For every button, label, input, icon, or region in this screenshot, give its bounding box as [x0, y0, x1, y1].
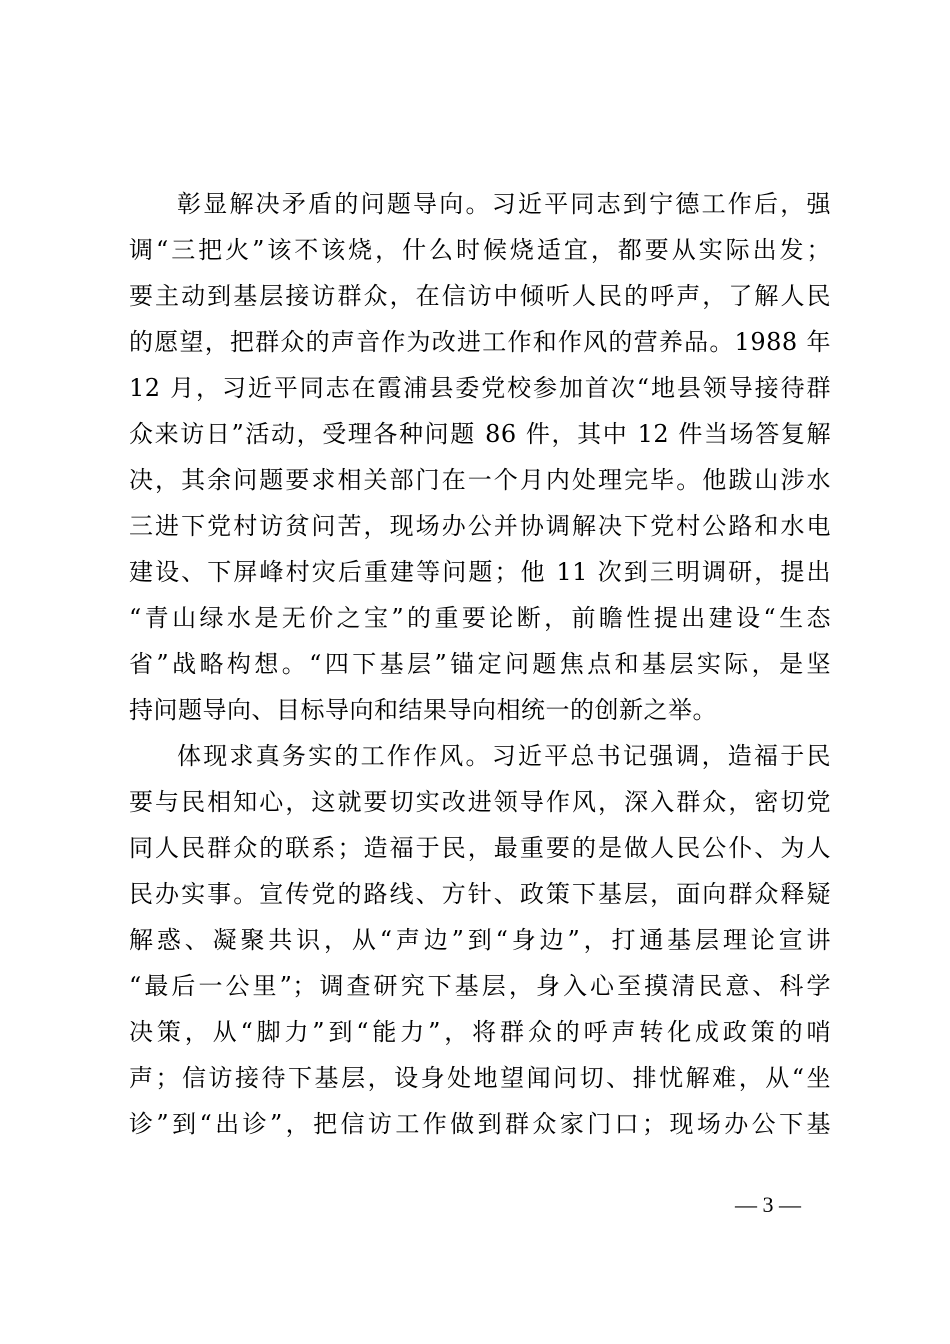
page-number: — 3 —	[735, 1192, 801, 1217]
paragraph-line: 声；信访接待下基层，设身处地望闻问切、排忧解难，从“坐	[129, 1064, 831, 1092]
paragraph-line: 建设、下屏峰村灾后重建等问题；他 11 次到三明调研，提出	[129, 558, 831, 586]
paragraph-line: 民办实事。宣传党的路线、方针、政策下基层，面向群众释疑	[129, 880, 831, 908]
paragraph-line: 诊”到“出诊”，把信访工作做到群众家门口；现场办公下基	[129, 1110, 831, 1138]
paragraph-line: 体现求真务实的工作作风。习近平总书记强调，造福于民	[177, 742, 831, 770]
paragraph-problem-orientation	[129, 181, 831, 733]
paragraph-line: 省”战略构想。“四下基层”锚定问题焦点和基层实际，是坚	[129, 650, 831, 678]
paragraph-line: 12 月，习近平同志在霞浦县委党校参加首次“地县领导接待群	[129, 374, 831, 402]
paragraph-line: 调“三把火”该不该烧，什么时候烧适宜，都要从实际出发；	[129, 236, 831, 264]
paragraph-line: 众来访日”活动，受理各种问题 86 件，其中 12 件当场答复解	[129, 420, 831, 448]
paragraph-line: 同人民群众的联系；造福于民，最重要的是做人民公仆、为人	[129, 834, 831, 862]
paragraph-line: 决，其余问题要求相关部门在一个月内处理完毕。他跋山涉水	[129, 466, 831, 494]
paragraph-line: 要与民相知心，这就要切实改进领导作风，深入群众，密切党	[129, 788, 831, 816]
paragraph-line: 持问题导向、目标导向和结果导向相统一的创新之举。	[129, 696, 717, 724]
paragraph-line: “青山绿水是无价之宝”的重要论断，前瞻性提出建设“生态	[129, 604, 831, 632]
paragraph-work-style	[129, 733, 831, 1147]
paragraph-line: 彰显解决矛盾的问题导向。习近平同志到宁德工作后，强	[177, 190, 831, 218]
paragraph-line: 要主动到基层接访群众，在信访中倾听人民的呼声，了解人民	[129, 282, 831, 310]
paragraph-line: “最后一公里”；调查研究下基层，身入心至摸清民意、科学	[129, 972, 831, 1000]
paragraph-line: 的愿望，把群众的声音作为改进工作和作风的营养品。1988 年	[129, 328, 831, 356]
paragraph-line: 决策，从“脚力”到“能力”，将群众的呼声转化成政策的哨	[129, 1018, 831, 1046]
paragraph-line: 三进下党村访贫问苦，现场办公并协调解决下党村公路和水电	[129, 512, 831, 540]
paragraph-line: 解惑、凝聚共识，从“声边”到“身边”，打通基层理论宣讲	[129, 926, 831, 954]
